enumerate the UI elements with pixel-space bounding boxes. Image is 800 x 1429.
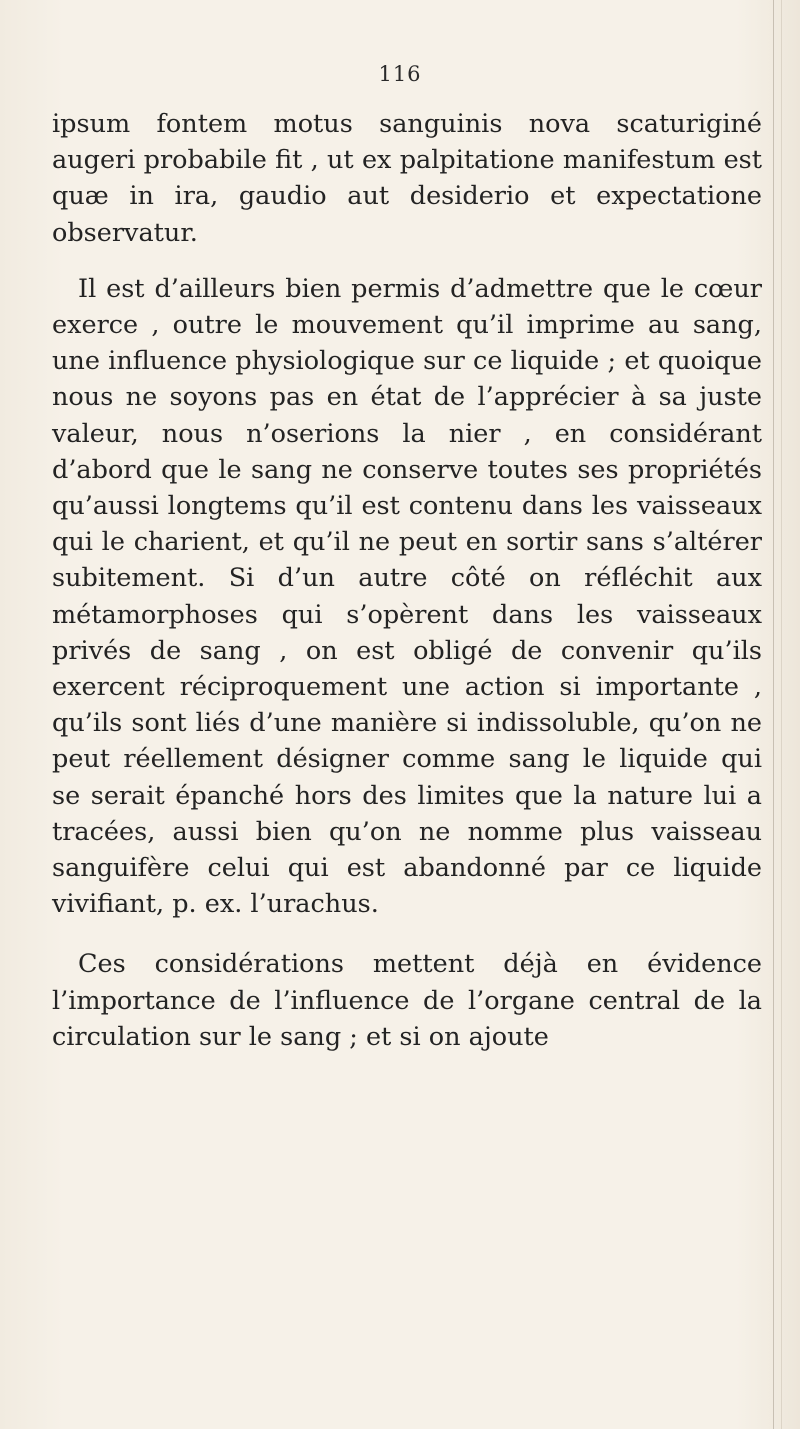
- page-number: 116: [378, 62, 422, 86]
- paragraph-heart-influence: Il est d’ailleurs bien permis d’admettre que le cœur exerce , outre le mouvement qu’il imprime au sang, une influence physiologique sur ce liquide ; et quoique nous ne soyons pas en état de l’apprécier à sa juste valeur, nous n’oserions la nier , en considérant d’abord que le sang ne conserve toutes ses propriétés qu’aussi longtems qu’il est contenu dans les vaisseaux qui le charient, et qu’il ne peut en sortir sans s’altérer subitement. Si d’un autre côté on réfléchit aux métamorphoses qui s’opèrent dans les vaisseaux privés de sang , on est obligé de convenir qu’ils exercent réciproquement une action si importante , qu’ils sont liés d’une manière si indissoluble, qu’on ne peut réellement désigner comme sang le liquide qui se serait épanché hors des limites que la nature lui a tracées, aussi bien qu’on ne nomme plus vaisseau sanguifère celui qui est abandonné par ce liquide vivifiant, p. ex. l’urachus.: [52, 273, 762, 920]
- page-edge-line: [773, 0, 774, 1429]
- paragraph-considerations: Ces considérations mettent déjà en évidence l’importance de l’influence de l’organe central de la circulation sur le sang ; et si on ajoute: [52, 949, 762, 1052]
- page-edge-line-outer: [781, 0, 782, 1429]
- body-text: [52, 106, 762, 1055]
- paragraph-continuation: ipsum fontem motus sanguinis nova scaturiginé augeri probabile fit , ut ex palpitatione manifestum est quæ in ira, gaudio aut desiderio et expectatione observatur.: [52, 109, 762, 248]
